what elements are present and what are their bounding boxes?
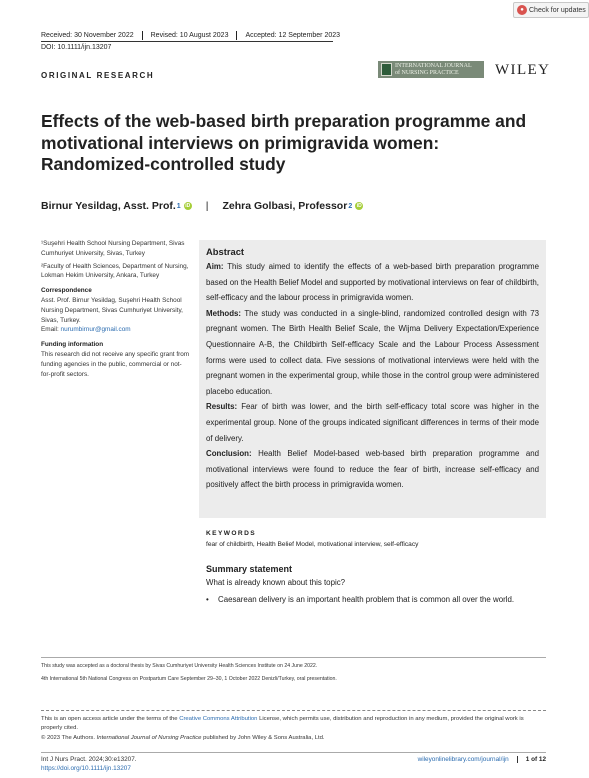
page-footer — [41, 756, 546, 773]
copyright-suffix: published by John Wiley & Sons Australia, Ltd. — [203, 734, 325, 741]
citation-text: Int J Nurs Pract. 2024;30:e13207. — [41, 756, 137, 763]
page-number: 1 of 12 — [517, 756, 546, 763]
dates-divider — [41, 41, 333, 42]
methods-text: The study was conducted in a single-blind, randomized controlled design with 73 pregnant women. The Birth Health Belief Scale, the Wijma Delivery Expectation/Experience Questionnaire A-B, the Childbirth Self-efficacy Scale and the Labour Process Assessment forms were used to collect data. Five sessions of motivational interviews were held with the pregnant women in the experimental group, while those in the control group were administered placebo education. — [206, 308, 539, 396]
footnote-divider — [41, 657, 546, 658]
bullet-icon: • — [206, 595, 209, 604]
summary-bullet-item — [206, 592, 538, 607]
footnote-1: This study was accepted as a doctoral thesis by Sivas Cumhuriyet University Health Sciences Institute on 24 June 2022. — [41, 663, 318, 669]
journal-logo[interactable] — [378, 61, 484, 78]
article-title: Effects of the web-based birth preparation programme and motivational interviews on primigravida women: Randomized-controlled study — [41, 111, 527, 174]
summary-heading: Summary statement — [206, 564, 293, 574]
revised-date: Revised: 10 August 2023 — [142, 31, 237, 40]
footnote-2: 4th International 5th National Congress on Postpartum Care September 29–30, 1 October 2022 Denizli/Turkey, oral presentation. — [41, 676, 337, 682]
affiliation-1: ¹Suşehri Health School Nursing Department, Sivas Cumhuriyet University, Sivas, Turkey — [41, 240, 185, 257]
author-affiliation-2[interactable]: 2 — [348, 202, 353, 210]
bottom-divider — [41, 752, 546, 753]
methods-label: Methods: — [206, 308, 242, 318]
license-prefix: This is an open access article under the terms of the — [41, 716, 178, 722]
author-separator: | — [205, 200, 209, 212]
license-divider — [41, 710, 546, 711]
license-suffix: License, which permits use, distribution and reproduction in any medium, provided the original work is properly cited. — [41, 716, 524, 732]
article-info-sidebar — [41, 239, 191, 382]
correspondence-text: Asst. Prof. Birnur Yesildag, Suşehri Health School Nursing Department, Sivas Cumhuriyet University, Sivas, Turkey. — [41, 296, 183, 324]
abstract-conclusion — [206, 446, 539, 493]
keywords-heading: KEYWORDS — [206, 530, 257, 537]
author-affiliation-1[interactable]: 1 — [176, 202, 181, 210]
license-block — [41, 715, 546, 743]
abstract-aim — [206, 259, 539, 306]
section-type-label: ORIGINAL RESEARCH — [41, 71, 155, 80]
publisher-logo[interactable]: WILEY — [495, 62, 551, 78]
check-for-updates-button[interactable] — [513, 2, 589, 18]
doi-link[interactable]: https://doi.org/10.1111/ijn.13207 — [41, 764, 131, 772]
aim-text: This study aimed to identify the effects of a web-based birth preparation programme based on the Health Belief Model and supported by motivational interviews on fear of childbirth, self-efficacy and the labour process in primigravida women. — [206, 262, 539, 303]
doi-header[interactable]: DOI: 10.1111/ijn.13207 — [41, 44, 112, 51]
article-dates — [41, 31, 348, 40]
journal-logo-line1: INTERNATIONAL JOURNAL — [395, 63, 472, 69]
journal-site-link[interactable]: wileyonlinelibrary.com/journal/ijn — [417, 756, 509, 763]
update-icon: ● — [517, 5, 527, 15]
abstract-heading: Abstract — [206, 246, 245, 257]
affiliation-2: ²Faculty of Health Sciences, Department of Nursing, Lokman Hekim University, Ankara, Turkey — [41, 262, 189, 280]
check-updates-label: Check for updates — [529, 6, 586, 14]
aim-label: Aim: — [206, 262, 224, 271]
funding-text: This research did not receive any specific grant from funding agencies in the public, commercial or not-for-profit sectors. — [41, 350, 190, 378]
results-text: Fear of birth was lower, and the birth self-efficacy total score was higher in the experimental group. None of the groups indicated significant differences in terms of their mode of delivery. — [206, 402, 539, 443]
email-link[interactable]: nurumbirnur@gmail.com — [60, 326, 131, 334]
abstract-results — [206, 399, 539, 446]
results-label: Results: — [206, 402, 238, 412]
funding-heading: Funding information — [41, 341, 104, 349]
accepted-date: Accepted: 12 September 2023 — [236, 31, 348, 40]
summary-question: What is already known about this topic? — [206, 578, 346, 587]
keywords-text: fear of childbirth, Health Belief Model, motivational interview, self-efficacy — [206, 541, 419, 548]
orcid-icon[interactable]: iD — [356, 203, 362, 209]
cc-license-link[interactable]: Creative Commons Attribution — [179, 716, 258, 722]
copyright-journal: International Journal of Nursing Practice — [96, 734, 202, 741]
summary-bullet-text: Caesarean delivery is an important health problem that is common all over the world. — [218, 595, 515, 604]
author-name-2[interactable]: Zehra Golbasi, Professor — [222, 200, 348, 212]
orcid-icon[interactable]: iD — [185, 203, 191, 209]
copyright-prefix: © 2023 The Authors. — [41, 734, 96, 741]
conclusion-text: Health Belief Model-based web-based birth preparation programme and motivational interviews were found to reduce the fear of birth, increase self-efficacy and positively affect the birth process in primigravida women. — [206, 449, 539, 490]
journal-logo-badge-icon — [381, 63, 392, 76]
correspondence-heading: Correspondence — [41, 287, 92, 295]
email-label: Email: — [41, 326, 59, 334]
received-date: Received: 30 November 2022 — [41, 32, 134, 39]
abstract-box — [199, 240, 546, 518]
author-list — [41, 200, 363, 212]
conclusion-label: Conclusion: — [206, 449, 252, 459]
abstract-methods — [206, 306, 539, 400]
journal-logo-line2: of NURSING PRACTICE — [395, 69, 459, 76]
author-name-1[interactable]: Birnur Yesildag, Asst. Prof. — [41, 200, 176, 212]
